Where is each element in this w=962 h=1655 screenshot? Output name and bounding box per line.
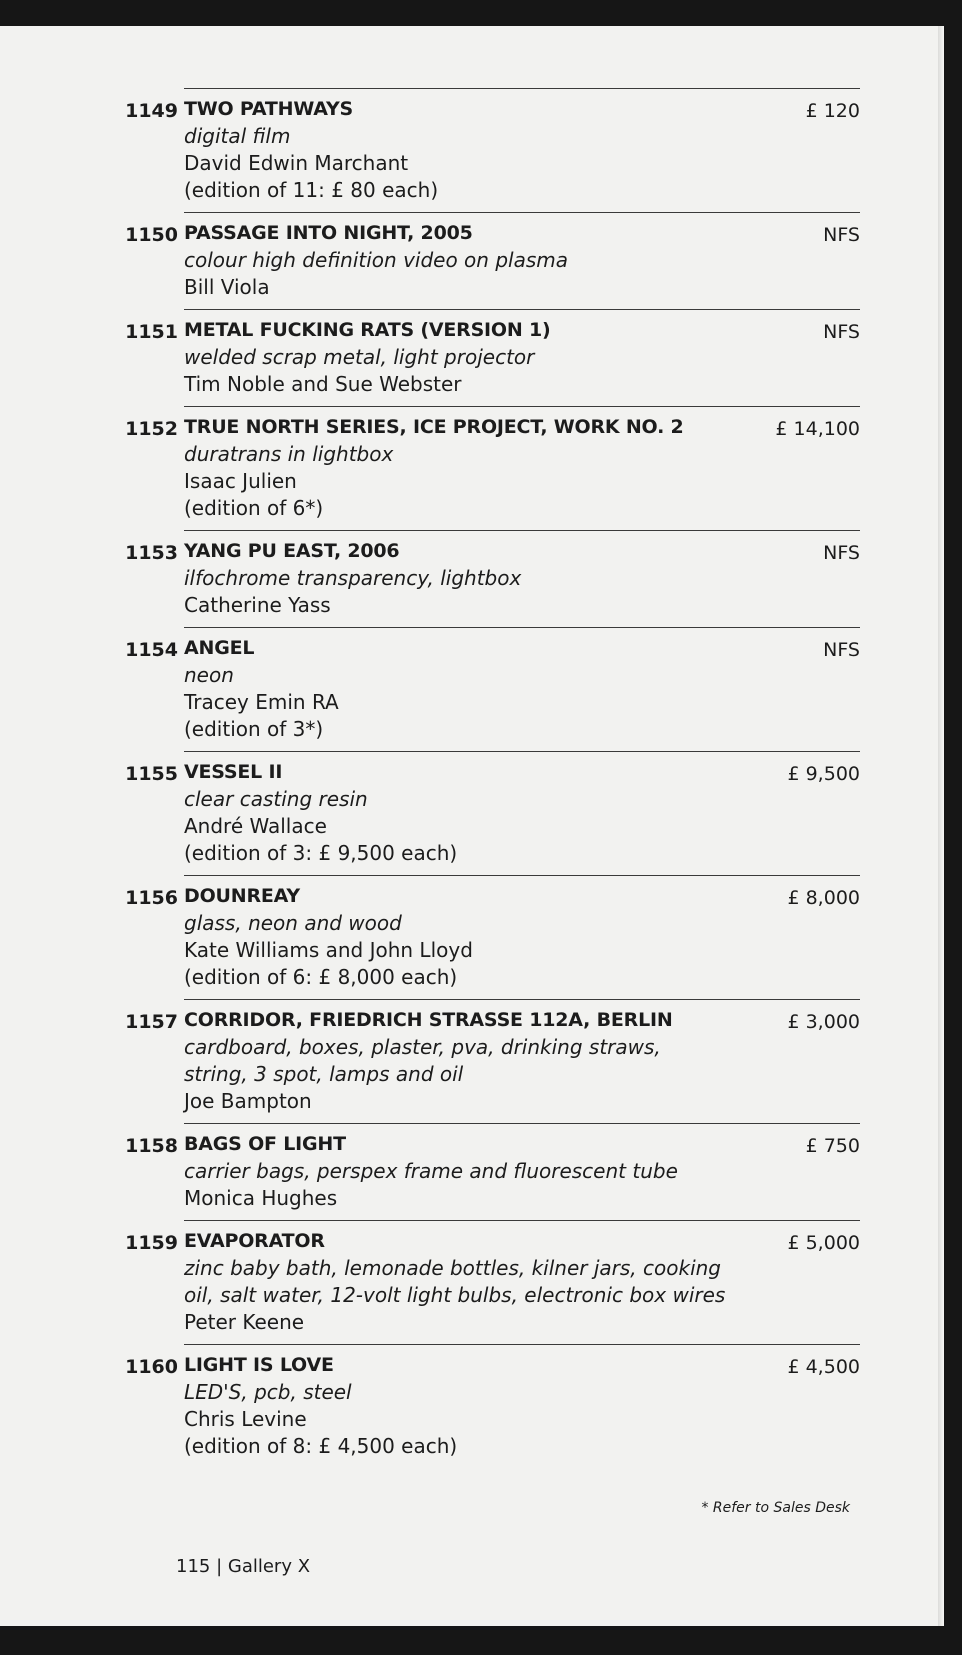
lot-price: NFS [823, 542, 860, 564]
lot-number: 1153 [125, 542, 178, 564]
lot-medium: LED'S, pcb, steel [184, 1380, 352, 1404]
lot-item [125, 875, 860, 999]
lot-list [120, 88, 860, 1468]
lot-edition: (edition of 3*) [184, 717, 324, 741]
lot-item [125, 212, 860, 309]
lot-title: TRUE NORTH SERIES, ICE PROJECT, WORK NO. 2 [184, 416, 684, 438]
lot-artist: Joe Bampton [184, 1089, 312, 1113]
lot-title: CORRIDOR, FRIEDRICH STRASSE 112A, BERLIN [184, 1009, 673, 1031]
lot-artist: Tim Noble and Sue Webster [184, 372, 462, 396]
lot-title: METAL FUCKING RATS (VERSION 1) [184, 319, 551, 341]
lot-edition: (edition of 8: £ 4,500 each) [184, 1434, 458, 1458]
lot-number: 1156 [125, 887, 178, 909]
lot-number: 1157 [125, 1011, 178, 1033]
lot-edition: (edition of 6: £ 8,000 each) [184, 965, 458, 989]
lot-number: 1149 [125, 100, 178, 122]
lot-medium: string, 3 spot, lamps and oil [184, 1062, 464, 1086]
lot-title: PASSAGE INTO NIGHT, 2005 [184, 222, 473, 244]
lot-medium: ilfochrome transparency, lightbox [184, 566, 522, 590]
lot-artist: Chris Levine [184, 1407, 307, 1431]
lot-artist: Catherine Yass [184, 593, 331, 617]
lot-number: 1151 [125, 321, 178, 343]
lot-item [125, 1123, 860, 1220]
lot-artist: Monica Hughes [184, 1186, 338, 1210]
lot-number: 1160 [125, 1356, 178, 1378]
lot-title: BAGS OF LIGHT [184, 1133, 346, 1155]
lot-item [125, 1344, 860, 1468]
page-edge [938, 26, 944, 1626]
lot-artist: André Wallace [184, 814, 327, 838]
lot-price: £ 120 [805, 100, 860, 122]
lot-number: 1158 [125, 1135, 178, 1157]
lot-number: 1159 [125, 1232, 178, 1254]
lot-number: 1154 [125, 639, 178, 661]
lot-medium: clear casting resin [184, 787, 368, 811]
lot-medium: digital film [184, 124, 291, 148]
lot-price: £ 3,000 [787, 1011, 860, 1033]
lot-title: EVAPORATOR [184, 1230, 325, 1252]
lot-medium: neon [184, 663, 234, 687]
lot-item [125, 309, 860, 406]
lot-title: TWO PATHWAYS [184, 98, 353, 120]
lot-artist: Bill Viola [184, 275, 270, 299]
lot-edition: (edition of 6*) [184, 496, 324, 520]
lot-price: £ 14,100 [775, 418, 860, 440]
lot-edition: (edition of 11: £ 80 each) [184, 178, 439, 202]
lot-artist: Isaac Julien [184, 469, 297, 493]
lot-title: VESSEL II [184, 761, 283, 783]
lot-artist: Tracey Emin RA [184, 690, 339, 714]
lot-item [125, 530, 860, 627]
lot-medium: carrier bags, perspex frame and fluorescent tube [184, 1159, 678, 1183]
lot-price: £ 5,000 [787, 1232, 860, 1254]
lot-title: YANG PU EAST, 2006 [184, 540, 400, 562]
lot-price: £ 750 [805, 1135, 860, 1157]
lot-artist: David Edwin Marchant [184, 151, 409, 175]
lot-price: £ 8,000 [787, 887, 860, 909]
lot-medium: glass, neon and wood [184, 911, 402, 935]
lot-number: 1155 [125, 763, 178, 785]
lot-item [125, 88, 860, 212]
catalogue-page [0, 26, 944, 1626]
lot-item [125, 751, 860, 875]
lot-title: DOUNREAY [184, 885, 300, 907]
lot-title: LIGHT IS LOVE [184, 1354, 334, 1376]
lot-medium: zinc baby bath, lemonade bottles, kilner jars, cooking [184, 1256, 721, 1280]
lot-medium: oil, salt water, 12-volt light bulbs, electronic box wires [184, 1283, 726, 1307]
lot-number: 1150 [125, 224, 178, 246]
lot-price: £ 9,500 [787, 763, 860, 785]
lot-medium: cardboard, boxes, plaster, pva, drinking straws, [184, 1035, 661, 1059]
footnote: * Refer to Sales Desk [701, 1500, 850, 1516]
lot-item [125, 406, 860, 530]
lot-title: ANGEL [184, 637, 255, 659]
lot-price: NFS [823, 639, 860, 661]
page-footer: 115 | Gallery X [176, 1556, 311, 1577]
lot-item [125, 627, 860, 751]
lot-price: NFS [823, 321, 860, 343]
lot-medium: welded scrap metal, light projector [184, 345, 535, 369]
lot-number: 1152 [125, 418, 178, 440]
lot-price: £ 4,500 [787, 1356, 860, 1378]
lot-item [125, 1220, 860, 1344]
lot-medium: duratrans in lightbox [184, 442, 394, 466]
lot-artist: Peter Keene [184, 1310, 305, 1334]
lot-medium: colour high definition video on plasma [184, 248, 568, 272]
lot-edition: (edition of 3: £ 9,500 each) [184, 841, 458, 865]
lot-price: NFS [823, 224, 860, 246]
lot-item [125, 999, 860, 1123]
lot-artist: Kate Williams and John Lloyd [184, 938, 473, 962]
